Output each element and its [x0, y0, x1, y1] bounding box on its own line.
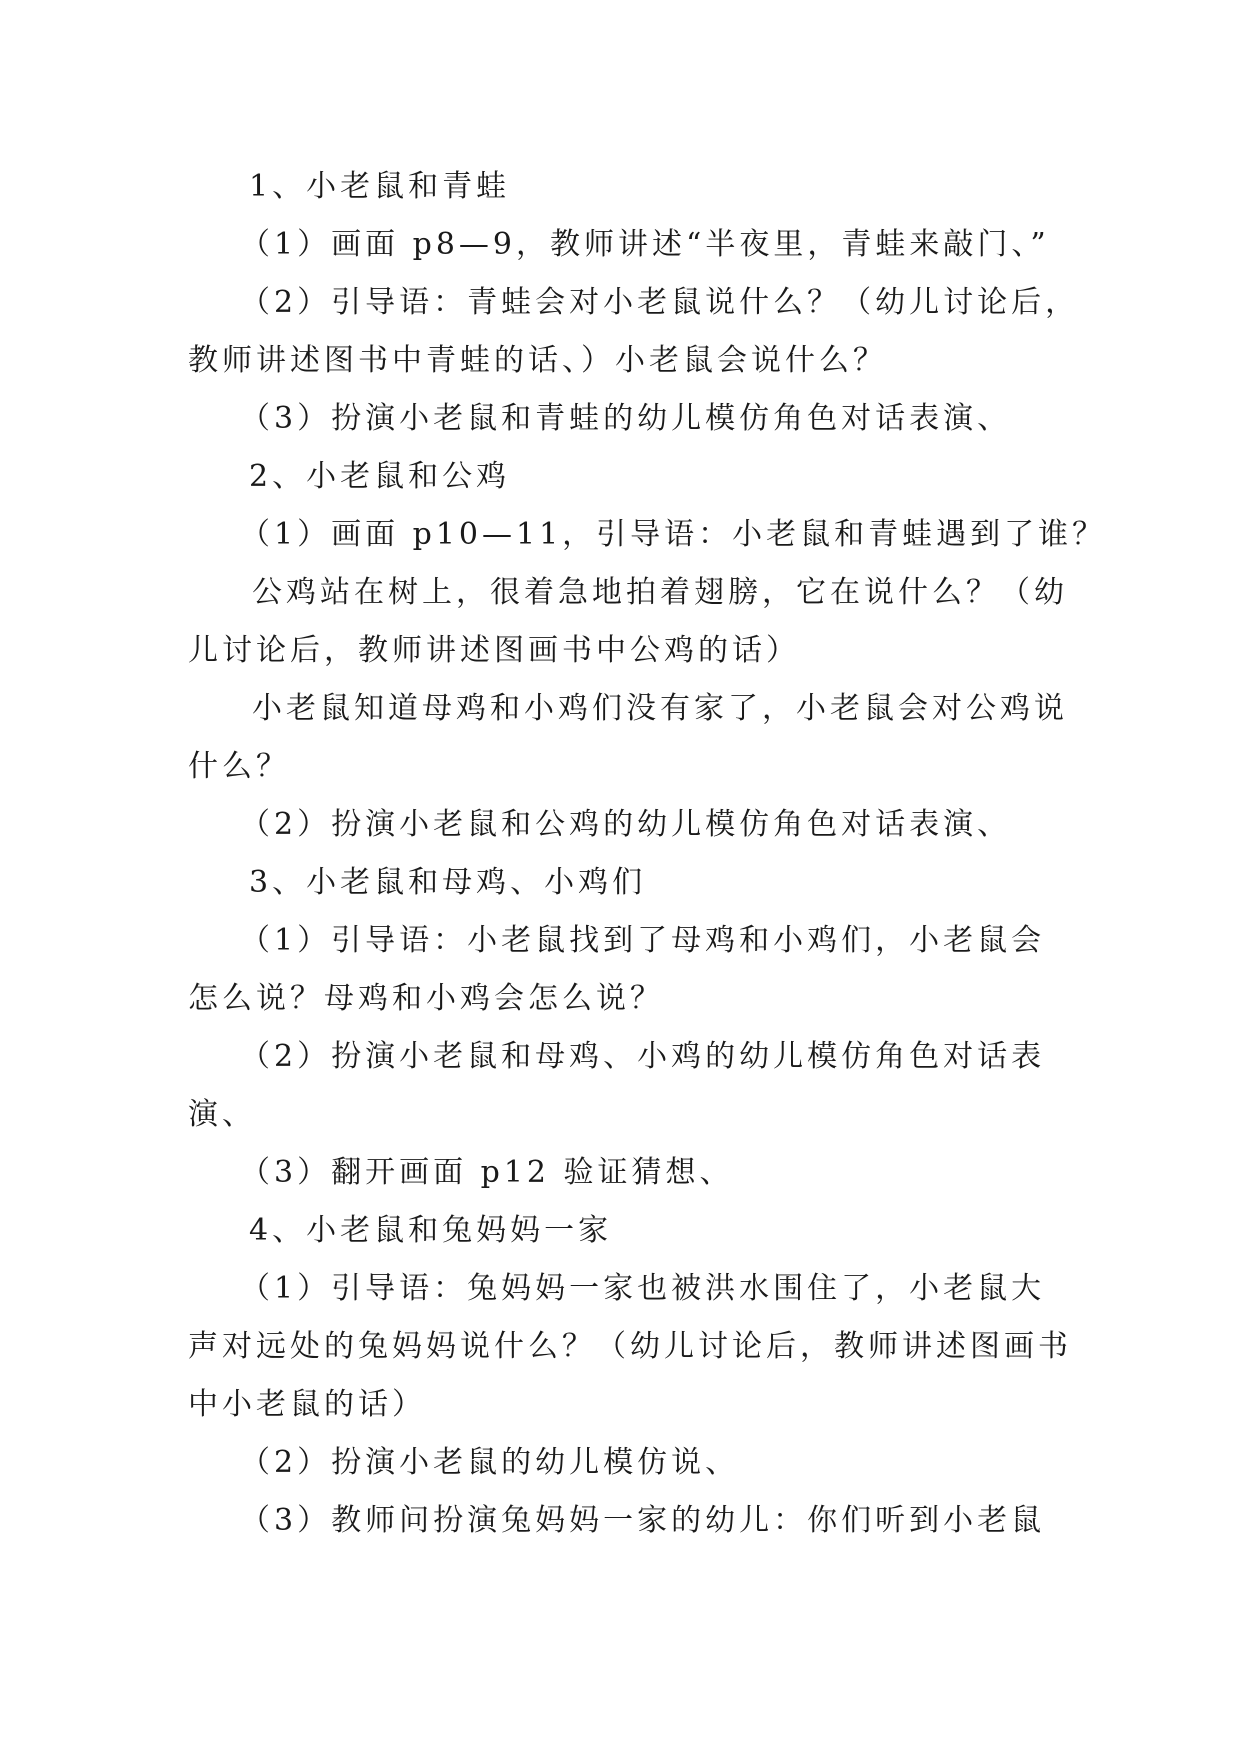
paragraph-line: （2）扮演小老鼠和母鸡、小鸡的幼儿模仿角色对话表 [240, 1039, 1046, 1074]
section-heading-3: 3、小老鼠和母鸡、小鸡们 [249, 865, 647, 900]
paragraph-line: （1）画面 p8—9，教师讲述“半夜里，青蛙来敲门、” [240, 227, 1050, 262]
paragraph-line: 公鸡站在树上，很着急地拍着翅膀，它在说什么？（幼 [252, 575, 1068, 610]
paragraph-line: 儿讨论后，教师讲述图画书中公鸡的话） [188, 633, 800, 668]
paragraph-line: （1）引导语：兔妈妈一家也被洪水围住了，小老鼠大 [240, 1271, 1046, 1306]
paragraph-line: （3）翻开画面 p12 验证猜想、 [240, 1155, 734, 1190]
paragraph-line: 什么？ [188, 749, 290, 784]
paragraph-line: 演、 [188, 1097, 256, 1132]
paragraph-line: 声对远处的兔妈妈说什么？（幼儿讨论后，教师讲述图画书 [188, 1329, 1072, 1364]
paragraph-line: （3）扮演小老鼠和青蛙的幼儿模仿角色对话表演、 [240, 401, 1012, 436]
paragraph-line: 中小老鼠的话） [188, 1387, 426, 1422]
paragraph-line: （1）引导语：小老鼠找到了母鸡和小鸡们，小老鼠会 [240, 923, 1046, 958]
paragraph-line: 教师讲述图书中青蛙的话、）小老鼠会说什么？ [188, 343, 887, 378]
section-heading-1: 1、小老鼠和青蛙 [249, 169, 511, 204]
paragraph-line: 小老鼠知道母鸡和小鸡们没有家了，小老鼠会对公鸡说 [252, 691, 1068, 726]
paragraph-line: （3）教师问扮演兔妈妈一家的幼儿：你们听到小老鼠 [240, 1503, 1046, 1538]
paragraph-line: （2）扮演小老鼠和公鸡的幼儿模仿角色对话表演、 [240, 807, 1012, 842]
paragraph-line: 怎么说？母鸡和小鸡会怎么说？ [188, 981, 664, 1016]
paragraph-line: （2）引导语：青蛙会对小老鼠说什么？（幼儿讨论后， [240, 285, 1080, 320]
paragraph-line: （1）画面 p10—11，引导语：小老鼠和青蛙遇到了谁？ [240, 517, 1107, 552]
section-heading-2: 2、小老鼠和公鸡 [249, 459, 511, 494]
section-heading-4: 4、小老鼠和兔妈妈一家 [249, 1213, 613, 1248]
paragraph-line: （2）扮演小老鼠的幼儿模仿说、 [240, 1445, 740, 1480]
